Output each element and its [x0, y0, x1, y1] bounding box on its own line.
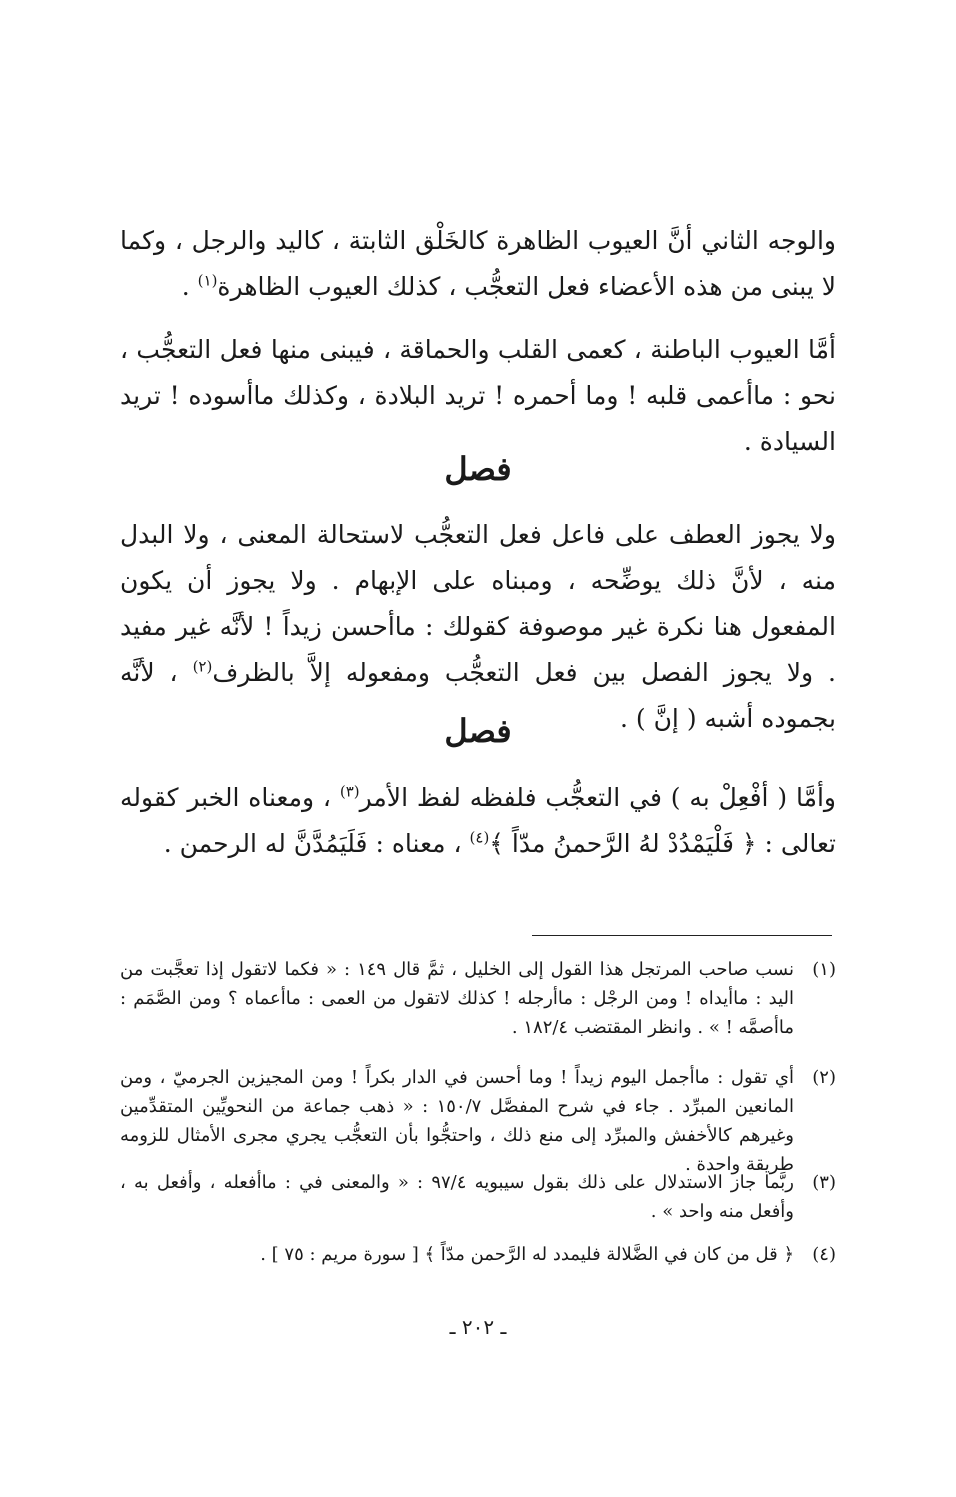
paragraph-1-end: . — [181, 272, 198, 301]
paragraph-4-text-b: ، ومعناه الخبر كقوله تعالى : ﴿ فَلْيَمْدُدْ لهُ الرَّحمنُ مدّاً ﴾ — [120, 783, 836, 858]
page-number: ـ ٢٠٢ ـ — [449, 1315, 507, 1339]
footnote-ref-2: (٢) — [192, 657, 213, 676]
footnote-ref-4: (٤) — [469, 828, 490, 847]
paragraph-4-text-c: ، معناه : فَلَيَمُدَّنَّ له الرحمن . — [163, 829, 470, 858]
paragraph-4 — [120, 775, 836, 867]
footnote-separator — [532, 935, 832, 936]
footnote-4 — [120, 1240, 836, 1269]
footnote-ref-1: (١) — [197, 271, 218, 290]
section-heading-1: فصل — [444, 450, 512, 488]
footnote-2 — [120, 1063, 836, 1179]
footnote-4-number: (٤) — [812, 1244, 836, 1265]
paragraph-2-text: أمَّا العيوب الباطنة ، كعمى القلب والحماقة ، فيبنى منها فعل التعجُّب ، نحو : ماأعمى قلبه ! وما أحمره ! تريد البلادة ، وكذلك ماأسوده ! تريد السيادة . — [120, 335, 836, 456]
paragraph-3-end: ، لأنَّه بجموده أشبه ( إنَّ ) . — [120, 658, 836, 733]
footnote-1-text: نسب صاحب المرتجل هذا القول إلى الخليل ، ثمَّ قال ١٤٩ : « فكما لاتقول إذا تعجَّبت من اليد : ماأيداه ! ومن الرجْل : ماأرجله ! كذلك لاتقول من العمى : ماأعماه ؟ ومن الصَّمَم : ماأصمَّه ! » . وانظر المقتضب ١٨٢/٤ . — [120, 959, 795, 1038]
footnote-3 — [120, 1168, 836, 1226]
footnote-3-number: (٣) — [812, 1172, 836, 1193]
paragraph-4-text-a: وأمَّا ( أفْعِلْ به ) في التعجُّب فلفظه لفظ الأمر — [359, 783, 836, 812]
footnote-2-number: (٢) — [812, 1067, 836, 1088]
footnote-ref-3: (٣) — [339, 782, 360, 801]
footnote-3-text: ربَّما جاز الاستدلال على ذلك بقول سيبويه ٩٧/٤ : « والمعنى في : ماأفعله ، وأفعل به ، وأفعل منه واحد » . — [120, 1172, 794, 1222]
paragraph-1 — [120, 218, 836, 310]
paragraph-1-text: والوجه الثاني أنَّ العيوب الظاهرة كالخَلْق الثابتة ، كاليد والرجل ، وكما لا يبنى من هذه الأعضاء فعل التعجُّب ، كذلك العيوب الظاهرة — [120, 226, 836, 301]
footnote-1 — [120, 955, 836, 1042]
footnote-1-number: (١) — [812, 959, 836, 980]
footnote-2-text: أي تقول : ماأجمل اليوم زيداً ! وما أحسن في الدار بكراً ! ومن المجيزين الجرميّ ، ومن المانعين المبرِّد . جاء في شرح المفصَّل ١٥٠/٧ : « ذهب جماعة من النحويِّين المتقدِّمين وغيرهم كالأخفش والمبرِّد إلى منع ذلك ، واحتجُّوا بأن التعجُّب يجري مجرى الأمثال للزومه طريقة واحدة . — [120, 1067, 794, 1175]
section-heading-2: فصل — [444, 712, 512, 750]
paragraph-3 — [120, 512, 836, 742]
paragraph-2 — [120, 327, 836, 465]
paragraph-3-text: ولا يجوز العطف على فاعل فعل التعجُّب لاستحالة المعنى ، ولا البدل منه ، لأنَّ ذلك يوضِّحه ، ومبناه على الإبهام . ولا يجوز أن يكون المفعول هنا نكرة غير موصوفة كقولك : ماأحسن زيداً ! لأنَّه غير مفيد . ولا يجوز الفصل بين فعل التعجُّب ومفعوله إلاَّ بالظرف — [120, 520, 836, 687]
footnote-4-text: ﴿ قل من كان في الضَّلالة فليمدد له الرَّحمن مدّاً ﴾ [ سورة مريم : ٧٥ ] . — [260, 1244, 794, 1265]
